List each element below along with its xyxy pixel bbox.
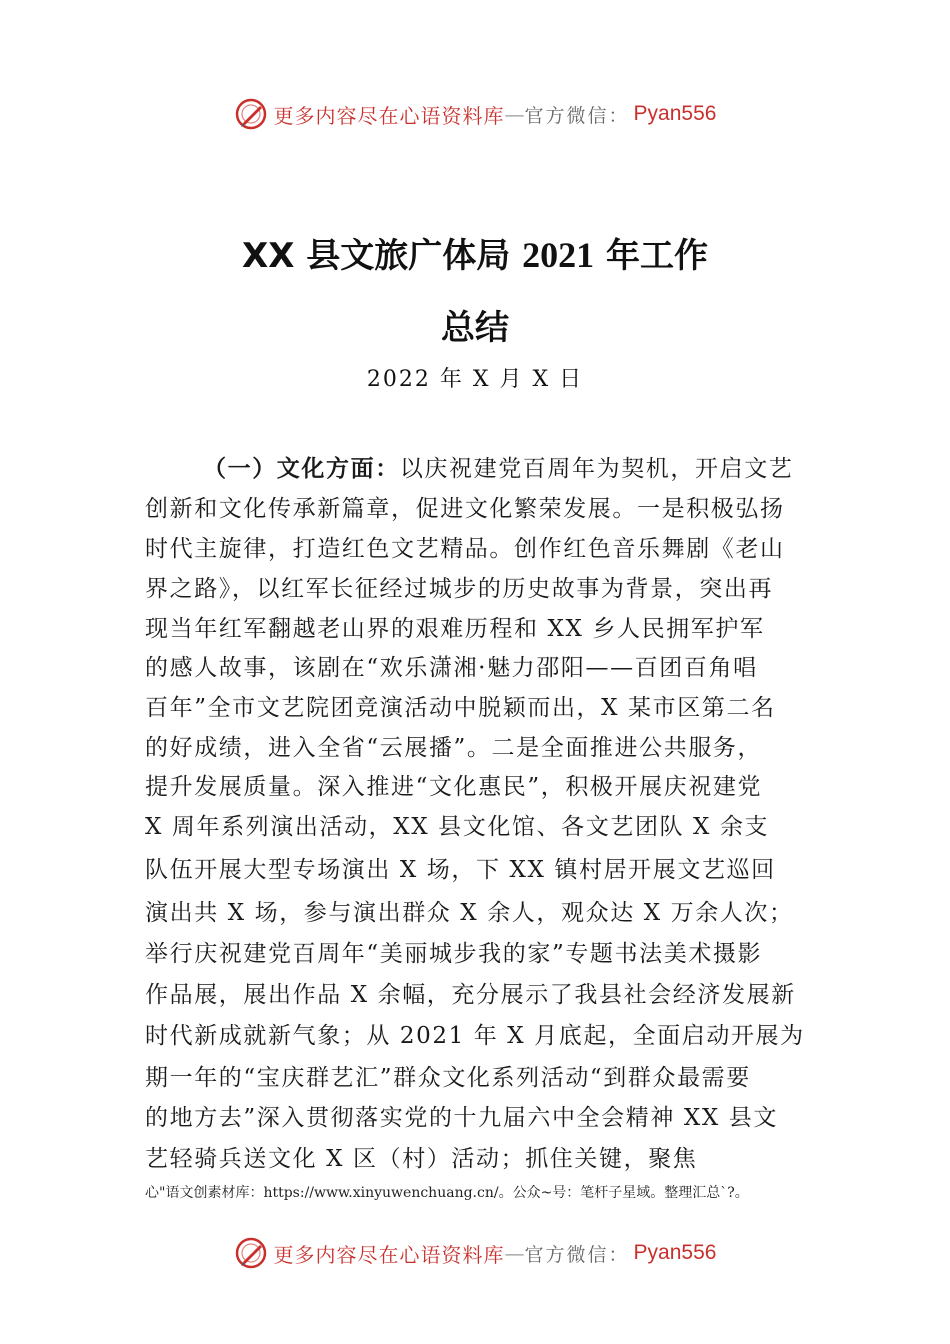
body-line-13: 举行庆祝建党百周年“美丽城步我的家”专题书法美术摄影 bbox=[145, 941, 763, 967]
section-heading: （一）文化方面： bbox=[203, 456, 400, 482]
title-year: 2021 bbox=[522, 235, 595, 275]
body-line-1 bbox=[203, 450, 793, 483]
banner-separator: — bbox=[504, 102, 525, 126]
body-line-11: 队伍开展大型专场演出 X 场，下 XX 镇村居开展文艺巡回 bbox=[145, 857, 776, 883]
body-line-12: 演出共 X 场，参与演出群众 X 余人，观众达 X 万余人次； bbox=[145, 900, 794, 926]
banner-brand-text: 更多内容尽在心语资料库 bbox=[273, 1242, 505, 1267]
banner-separator: — bbox=[504, 1241, 525, 1265]
body-line-8: 的好成绩，进入全省“云展播”。二是全面推进公共服务， bbox=[145, 735, 763, 761]
body-line-9: 提升发展质量。深入推进“文化惠民”，积极开展庆祝建党 bbox=[145, 774, 763, 800]
body-line-17: 的地方去”深入贯彻落实党的十九届六中全会精神 XX 县文 bbox=[145, 1105, 778, 1131]
banner-wechat-label: 官方微信： bbox=[524, 1243, 630, 1266]
body-line-16: 期一年的“宝庆群艺汇”群众文化系列活动“到群众最需要 bbox=[145, 1065, 751, 1091]
top-banner bbox=[0, 94, 950, 134]
pen-logo-icon bbox=[234, 97, 268, 131]
line-text: 以庆祝建党百周年为契机，开启文艺 bbox=[399, 456, 794, 482]
body-line-4: 界之路》，以红军长征经过城步的历史故事为背景，突出再 bbox=[145, 576, 774, 602]
body-line-6: 的感人故事，该剧在“欢乐潇湘·魅力邵阳——百团百角唱 bbox=[145, 655, 758, 681]
body-line-18: 艺轻骑兵送文化 X 区（村）活动；抓住关键，聚焦 bbox=[145, 1146, 698, 1172]
body-line-14: 作品展，展出作品 X 余幅，充分展示了我县社会经济发展新 bbox=[145, 982, 796, 1008]
body-line-15: 时代新成就新气象；从 2021 年 X 月底起，全面启动开展为 bbox=[145, 1023, 805, 1049]
document-title-line2: 总结 bbox=[441, 308, 509, 348]
document-date: 2022 年 X 月 X 日 bbox=[366, 367, 584, 392]
pen-logo-icon bbox=[234, 1236, 268, 1270]
body-line-2: 创新和文化传承新篇章，促进文化繁荣发展。一是积极弘扬 bbox=[145, 496, 785, 522]
body-line-7: 百年”全市文艺院团竞演活动中脱颖而出，X 某市区第二名 bbox=[145, 695, 776, 721]
body-line-3: 时代主旋律，打造红色文艺精品。创作红色音乐舞剧《老山 bbox=[145, 536, 785, 562]
title-prefix: XX 县文旅广体局 bbox=[242, 236, 523, 276]
source-footnote: 心"语文创素材库：https://www.xinyuwenchuang.cn/。公众~号：笔杆子星域。整理汇总`?。 bbox=[145, 1185, 749, 1201]
body-line-10: X 周年系列演出活动，XX 县文化馆、各文艺团队 X 余支 bbox=[145, 814, 770, 840]
document-title-line1 bbox=[0, 228, 950, 277]
title-suffix: 年工作 bbox=[594, 236, 708, 276]
body-line-5: 现当年红军翻越老山界的艰难历程和 XX 乡人民拥军护军 bbox=[145, 616, 765, 642]
bottom-banner bbox=[0, 1233, 950, 1273]
banner-wechat-label: 官方微信： bbox=[524, 104, 630, 127]
banner-wechat-id: Pyan556 bbox=[633, 1241, 717, 1264]
banner-wechat-id: Pyan556 bbox=[633, 102, 717, 125]
banner-brand-text: 更多内容尽在心语资料库 bbox=[273, 103, 505, 128]
